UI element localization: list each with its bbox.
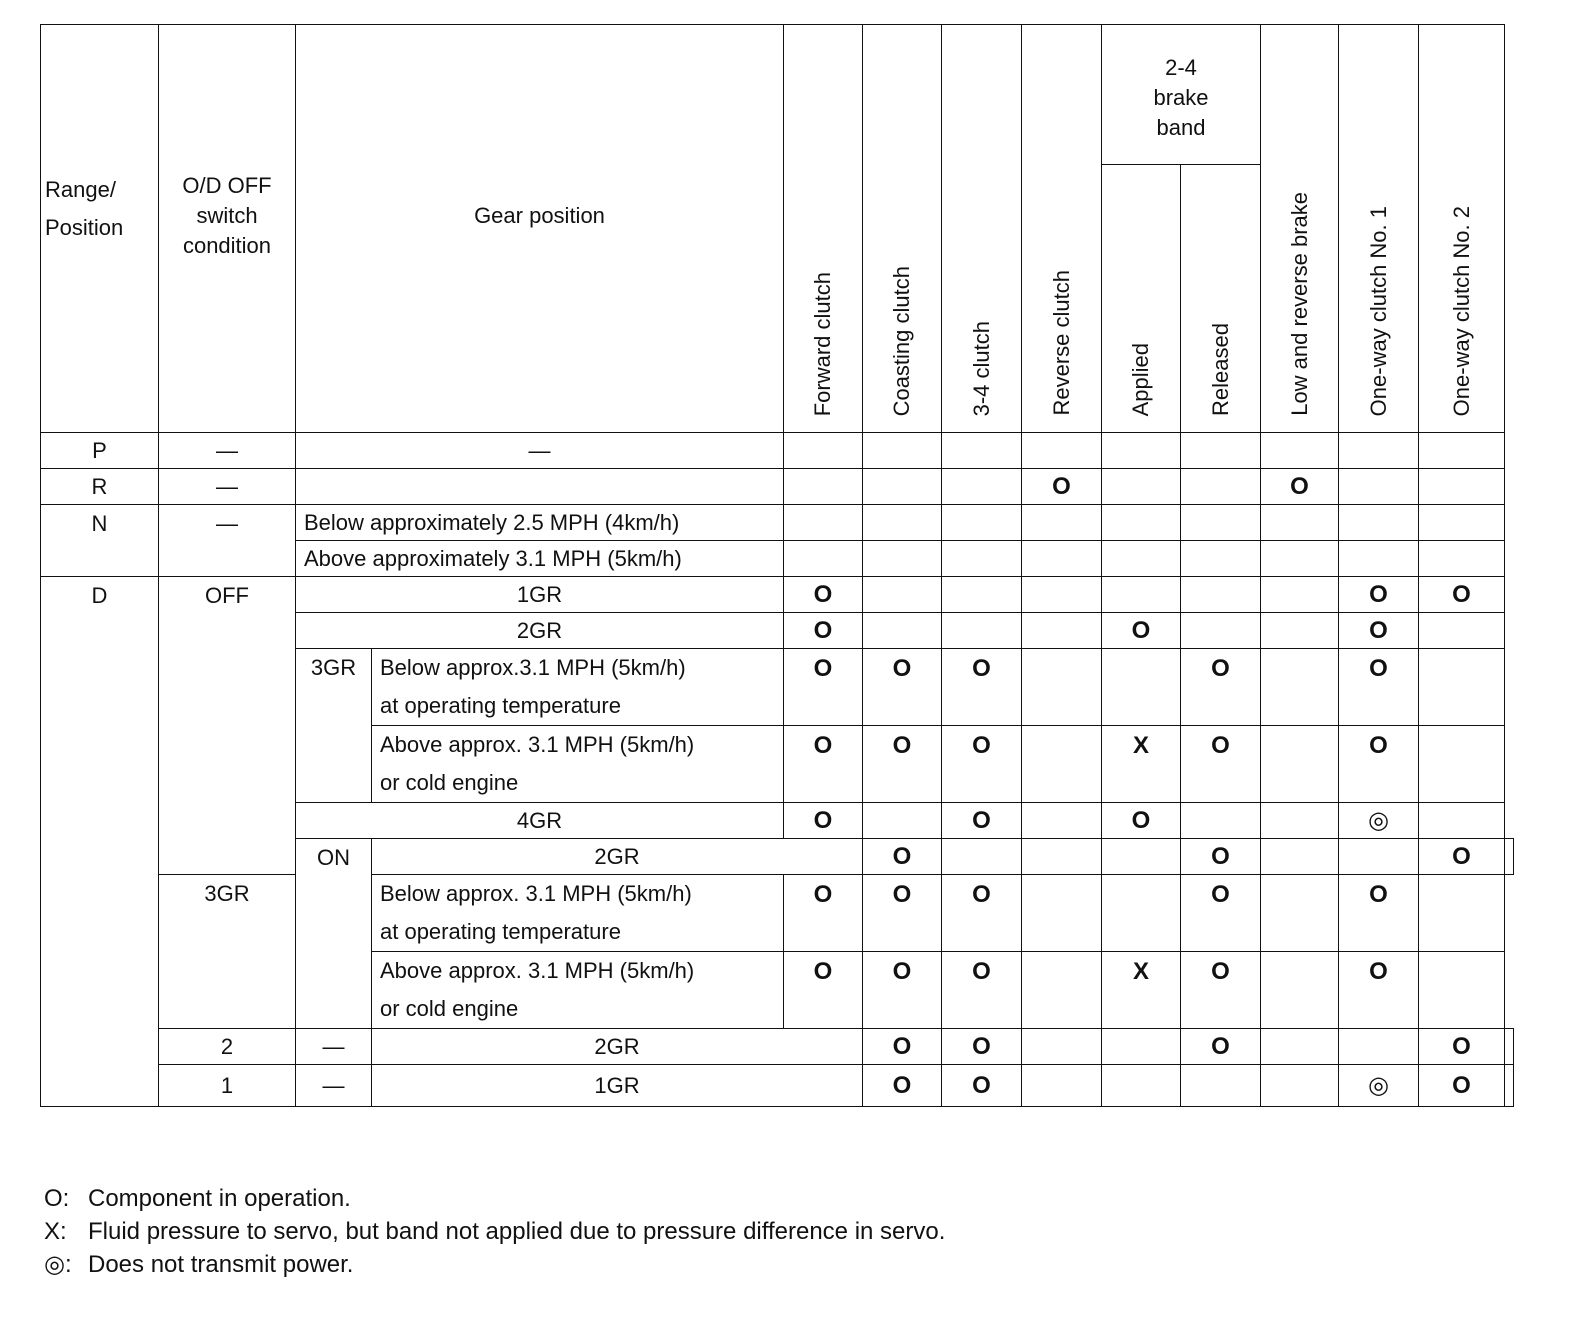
row-2: [41, 1029, 1514, 1065]
gear-detail-cell: [372, 875, 784, 952]
switch-cell: —: [159, 505, 296, 577]
gear-cell: 4GR: [296, 803, 784, 839]
one-way-clutch-1-mark: O: [1339, 577, 1419, 613]
one-way-clutch-1-mark: O: [1419, 1065, 1505, 1107]
gear-cell: 2GR: [296, 613, 784, 649]
switch-cell: —: [296, 1029, 372, 1065]
one-way-clutch-1-mark: O: [1419, 1029, 1505, 1065]
detail-line-2: or cold engine: [380, 770, 519, 795]
gear-cell: Above approximately 3.1 MPH (5km/h): [296, 541, 784, 577]
header-applied: Applied: [1102, 165, 1181, 433]
legend-item-operation: [44, 1182, 945, 1215]
low-reverse-brake-mark: ◎: [1339, 1065, 1419, 1107]
gear-detail-cell: [372, 726, 784, 803]
switch-cell: —: [159, 433, 296, 469]
coasting-clutch-mark: O: [863, 649, 942, 726]
detail-line-1: Below approx. 3.1 MPH (5km/h): [380, 881, 692, 906]
applied-mark: O: [1181, 839, 1261, 875]
legend-item-fluid-pressure: [44, 1215, 945, 1248]
header-one-way-clutch-1: One-way clutch No. 1: [1339, 25, 1419, 433]
forward-clutch-mark: O: [863, 839, 942, 875]
legend-text: Does not transmit power.: [88, 1251, 354, 1278]
legend-key: O:: [44, 1185, 70, 1212]
gear-3gr-cell: 3GR: [296, 649, 372, 803]
legend-text: Fluid pressure to servo, but band not applied due to pressure difference in servo.: [88, 1218, 946, 1245]
gear-cell: 2GR: [372, 839, 863, 875]
one-way-clutch-1-mark: ◎: [1339, 803, 1419, 839]
applied-mark: X: [1102, 952, 1181, 1029]
row-p: [41, 433, 1514, 469]
clutch-3-4-mark: O: [942, 726, 1022, 803]
released-mark: O: [1181, 726, 1261, 803]
detail-line-2: at operating temperature: [380, 919, 621, 944]
range-cell: R: [41, 469, 159, 505]
switch-cell: —: [159, 469, 296, 505]
coasting-clutch-mark: O: [942, 1065, 1022, 1107]
released-mark: O: [1181, 875, 1261, 952]
range-cell: D: [41, 577, 159, 1107]
switch-cell: ON: [296, 839, 372, 1029]
one-way-clutch-1-mark: O: [1339, 613, 1419, 649]
forward-clutch-mark: O: [784, 952, 863, 1029]
clutch-application-table: [40, 24, 1514, 1107]
detail-line-1: Below approx.3.1 MPH (5km/h): [380, 655, 686, 680]
applied-mark: O: [1102, 803, 1181, 839]
one-way-clutch-2-mark: O: [1419, 577, 1505, 613]
switch-cell: —: [296, 1065, 372, 1107]
header-forward-clutch: Forward clutch: [784, 25, 863, 433]
header-3-4-clutch: 3-4 clutch: [942, 25, 1022, 433]
range-cell: 2: [159, 1029, 296, 1065]
gear-cell: 1GR: [296, 577, 784, 613]
header-od-off-switch: O/D OFF switch condition: [159, 25, 296, 433]
range-cell: 1: [159, 1065, 296, 1107]
one-way-clutch-1-mark: O: [1339, 875, 1419, 952]
range-cell: P: [41, 433, 159, 469]
legend-key: ◎:: [44, 1251, 72, 1278]
legend-key: X:: [44, 1218, 67, 1245]
released-mark: O: [1181, 952, 1261, 1029]
clutch-3-4-mark: O: [942, 803, 1022, 839]
forward-clutch-mark: O: [784, 875, 863, 952]
gear-3gr-cell: 3GR: [159, 875, 296, 1029]
gear-detail-cell: [372, 952, 784, 1029]
gear-cell: 1GR: [372, 1065, 863, 1107]
coasting-clutch-mark: O: [863, 875, 942, 952]
gear-cell: Below approximately 2.5 MPH (4km/h): [296, 505, 784, 541]
gear-cell: 2GR: [372, 1029, 863, 1065]
header-gear-position: Gear position: [296, 25, 784, 433]
forward-clutch-mark: O: [784, 613, 863, 649]
header-one-way-clutch-2: One-way clutch No. 2: [1419, 25, 1505, 433]
low-reverse-brake-mark: O: [1261, 469, 1339, 505]
applied-mark: O: [1181, 1029, 1261, 1065]
detail-line-1: Above approx. 3.1 MPH (5km/h): [380, 732, 695, 757]
coasting-clutch-mark: O: [942, 1029, 1022, 1065]
row-n-below: [41, 505, 1514, 541]
forward-clutch-mark: O: [784, 803, 863, 839]
header-range-position: Range/ Position: [41, 25, 159, 433]
legend-item-no-power: [44, 1248, 945, 1281]
forward-clutch-mark: O: [784, 726, 863, 803]
row-1: [41, 1065, 1514, 1107]
one-way-clutch-1-mark: O: [1339, 726, 1419, 803]
row-r: [41, 469, 1514, 505]
forward-clutch-mark: O: [784, 649, 863, 726]
reverse-clutch-mark: O: [1022, 469, 1102, 505]
clutch-3-4-mark: O: [942, 952, 1022, 1029]
gear-cell: —: [296, 433, 784, 469]
forward-clutch-mark: O: [784, 577, 863, 613]
header-2-4-brake-band: 2-4 brake band: [1102, 25, 1261, 165]
forward-clutch-mark: O: [863, 1029, 942, 1065]
range-cell: N: [41, 505, 159, 577]
switch-cell: OFF: [159, 577, 296, 875]
detail-line-1: Above approx. 3.1 MPH (5km/h): [380, 958, 695, 983]
legend-text: Component in operation.: [88, 1185, 351, 1212]
coasting-clutch-mark: O: [863, 726, 942, 803]
header-coasting-clutch: Coasting clutch: [863, 25, 942, 433]
one-way-clutch-1-mark: O: [1339, 649, 1419, 726]
detail-line-2: or cold engine: [380, 996, 519, 1021]
clutch-3-4-mark: O: [942, 649, 1022, 726]
coasting-clutch-mark: O: [863, 952, 942, 1029]
applied-mark: O: [1102, 613, 1181, 649]
detail-line-2: at operating temperature: [380, 693, 621, 718]
row-d-on-3gr-below: [41, 875, 1514, 952]
gear-detail-cell: [372, 649, 784, 726]
released-mark: O: [1181, 649, 1261, 726]
legend: [44, 1182, 945, 1281]
row-d-off-1gr: [41, 577, 1514, 613]
one-way-clutch-1-mark: O: [1339, 952, 1419, 1029]
header-released: Released: [1181, 165, 1261, 433]
header-reverse-clutch: Reverse clutch: [1022, 25, 1102, 433]
applied-mark: X: [1102, 726, 1181, 803]
clutch-3-4-mark: O: [942, 875, 1022, 952]
forward-clutch-mark: O: [863, 1065, 942, 1107]
one-way-clutch-1-mark: O: [1419, 839, 1505, 875]
header-low-reverse-brake: Low and reverse brake: [1261, 25, 1339, 433]
